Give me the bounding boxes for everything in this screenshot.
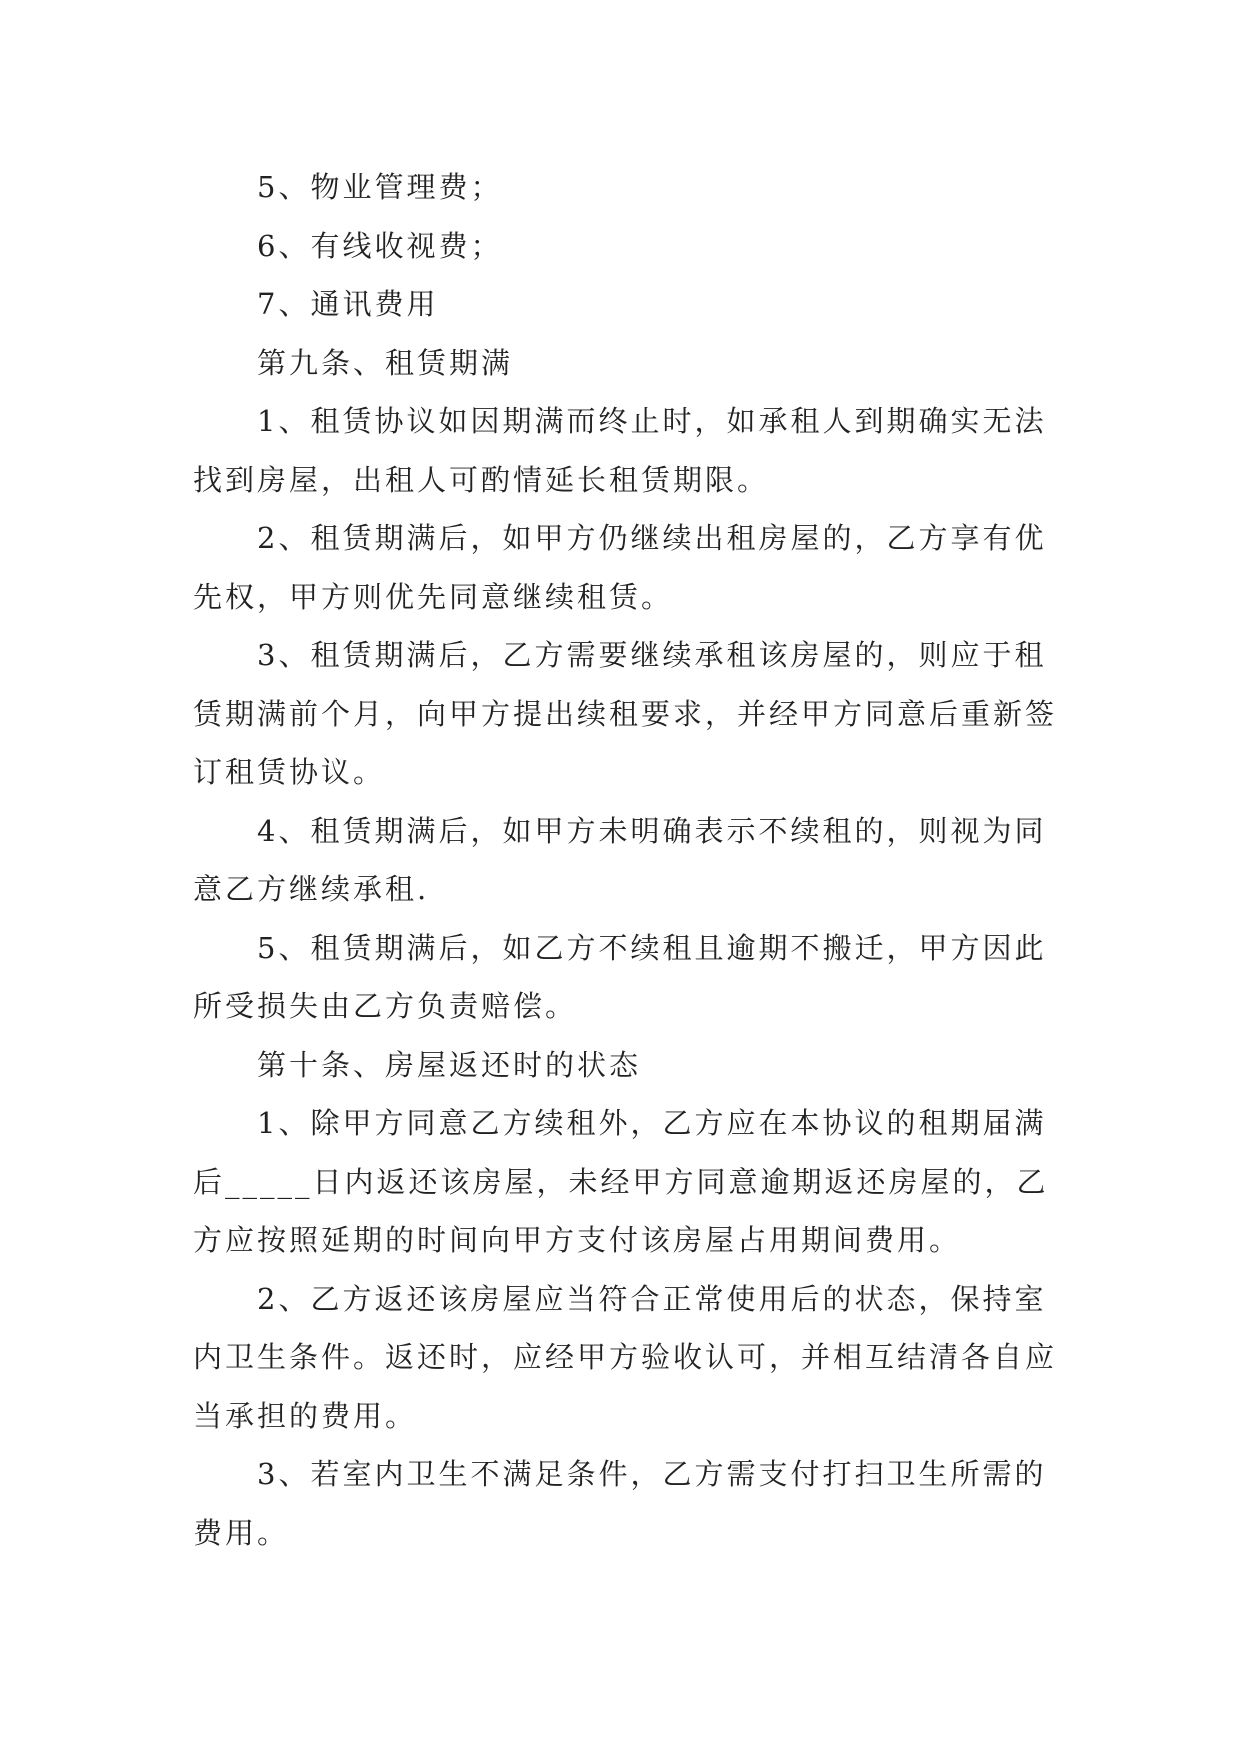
- clause-9-item-1: 1、租赁协议如因期满而终止时，如承租人到期确实无法找到房屋，出租人可酌情延长租赁期限。: [193, 404, 1047, 497]
- clause-9-item-5: 5、租赁期满后，如乙方不续租且逾期不搬迁，甲方因此所受损失由乙方负责赔偿。: [193, 930, 1047, 1023]
- clause-9-item-4: 4、租赁期满后，如甲方未明确表示不续租的，则视为同意乙方继续承租.: [193, 813, 1047, 906]
- clause-10-item-1: 1、除甲方同意乙方续租外，乙方应在本协议的租期届满后_____日内返还该房屋，未经甲方同意逾期返还房屋的，乙方应按照延期的时间向甲方支付该房屋占用期间费用。: [193, 1106, 1049, 1257]
- document-body: [193, 158, 1073, 1562]
- section-heading-lease-expiry: 第九条、租赁期满: [257, 345, 514, 380]
- clause-10-item-2: 2、乙方返还该房屋应当符合正常使用后的状态，保持室内卫生条件。返还时，应经甲方验收认可，并相互结清各自应当承担的费用。: [193, 1281, 1058, 1433]
- section-heading-return-condition: 第十条、房屋返还时的状态: [257, 1047, 642, 1082]
- list-item-cable-tv-fee: 6、有线收视费；: [257, 228, 503, 263]
- clause-9-item-3: 3、租赁期满后，乙方需要继续承租该房屋的，则应于租赁期满前个月，向甲方提出续租要求，并经甲方同意后重新签订租赁协议。: [193, 638, 1058, 789]
- list-item-telecom-fee: 7、通讯费用: [257, 287, 439, 321]
- clause-10-item-3: 3、若室内卫生不满足条件，乙方需支付打扫卫生所需的费用。: [193, 1457, 1047, 1550]
- clause-9-item-2: 2、租赁期满后，如甲方仍继续出租房屋的，乙方享有优先权，甲方则优先同意继续租赁。: [193, 521, 1047, 614]
- list-item-property-fee: 5、物业管理费；: [257, 170, 503, 204]
